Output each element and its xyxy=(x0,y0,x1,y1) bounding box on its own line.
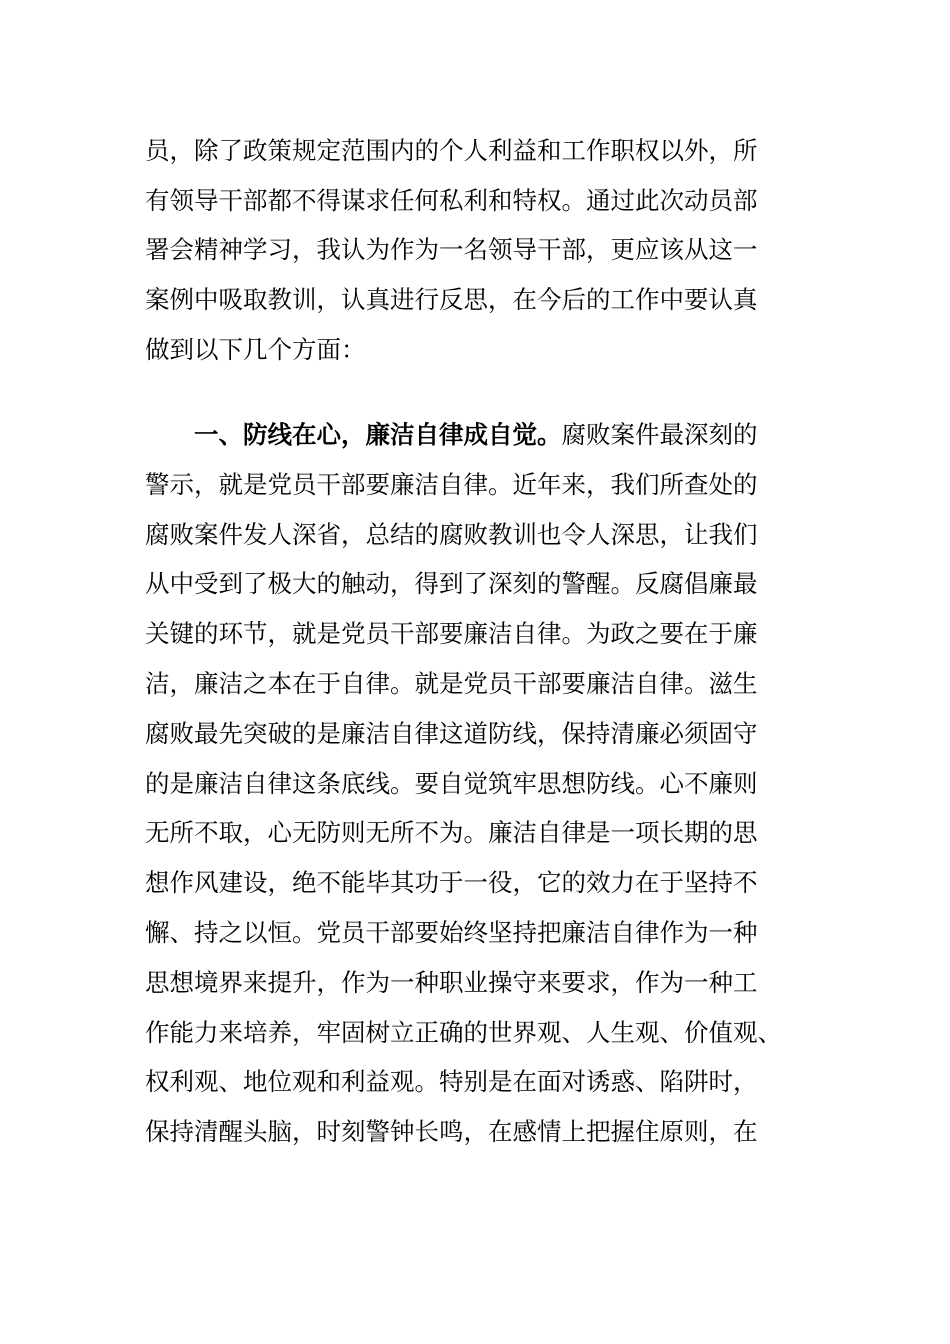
paragraph-line: 从中受到了极大的触动，得到了深刻的警醒。反腐倡廉最 xyxy=(145,569,758,598)
paragraph-line: 署会精神学习，我认为作为一名领导干部，更应该从这一 xyxy=(145,235,758,264)
paragraph-line: 想作风建设，绝不能毕其功于一役，它的效力在于坚持不 xyxy=(145,868,758,897)
paragraph-line: 腐败案件发人深省，总结的腐败教训也令人深思，让我们 xyxy=(145,520,758,549)
section-heading: 一、防线在心，廉洁自律成自觉。 xyxy=(194,420,562,449)
heading-line-rest: 腐败案件最深刻的 xyxy=(561,420,758,449)
paragraph-line: 警示，就是党员干部要廉洁自律。近年来，我们所查处的 xyxy=(145,470,758,499)
paragraph-line: 作能力来培养，牢固树立正确的世界观、人生观、价值观、 xyxy=(145,1018,782,1047)
paragraph-line: 有领导干部都不得谋求任何私利和特权。通过此次动员部 xyxy=(145,186,758,215)
paragraph-line: 关键的环节，就是党员干部要廉洁自律。为政之要在于廉 xyxy=(145,619,758,648)
paragraph-line: 无所不取，心无防则无所不为。廉洁自律是一项长期的思 xyxy=(145,818,758,847)
section-heading-line xyxy=(194,415,758,455)
paragraph-line: 腐败最先突破的是廉洁自律这道防线，保持清廉必须固守 xyxy=(145,719,758,748)
paragraph-line: 员，除了政策规定范围内的个人利益和工作职权以外，所 xyxy=(145,136,758,165)
paragraph-line: 权利观、地位观和利益观。特别是在面对诱惑、陷阱时， xyxy=(145,1067,758,1096)
paragraph-line: 做到以下几个方面： xyxy=(145,335,366,364)
paragraph-line: 案例中吸取教训，认真进行反思，在今后的工作中要认真 xyxy=(145,285,758,314)
paragraph-line: 洁，廉洁之本在于自律。就是党员干部要廉洁自律。滋生 xyxy=(145,669,758,698)
paragraph-line: 的是廉洁自律这条底线。要自觉筑牢思想防线。心不廉则 xyxy=(145,769,758,798)
paragraph-line: 保持清醒头脑，时刻警钟长鸣，在感情上把握住原则，在 xyxy=(145,1117,758,1146)
paragraph-line: 思想境界来提升，作为一种职业操守来要求，作为一种工 xyxy=(145,968,758,997)
paragraph-line: 懈、持之以恒。党员干部要始终坚持把廉洁自律作为一种 xyxy=(145,918,758,947)
